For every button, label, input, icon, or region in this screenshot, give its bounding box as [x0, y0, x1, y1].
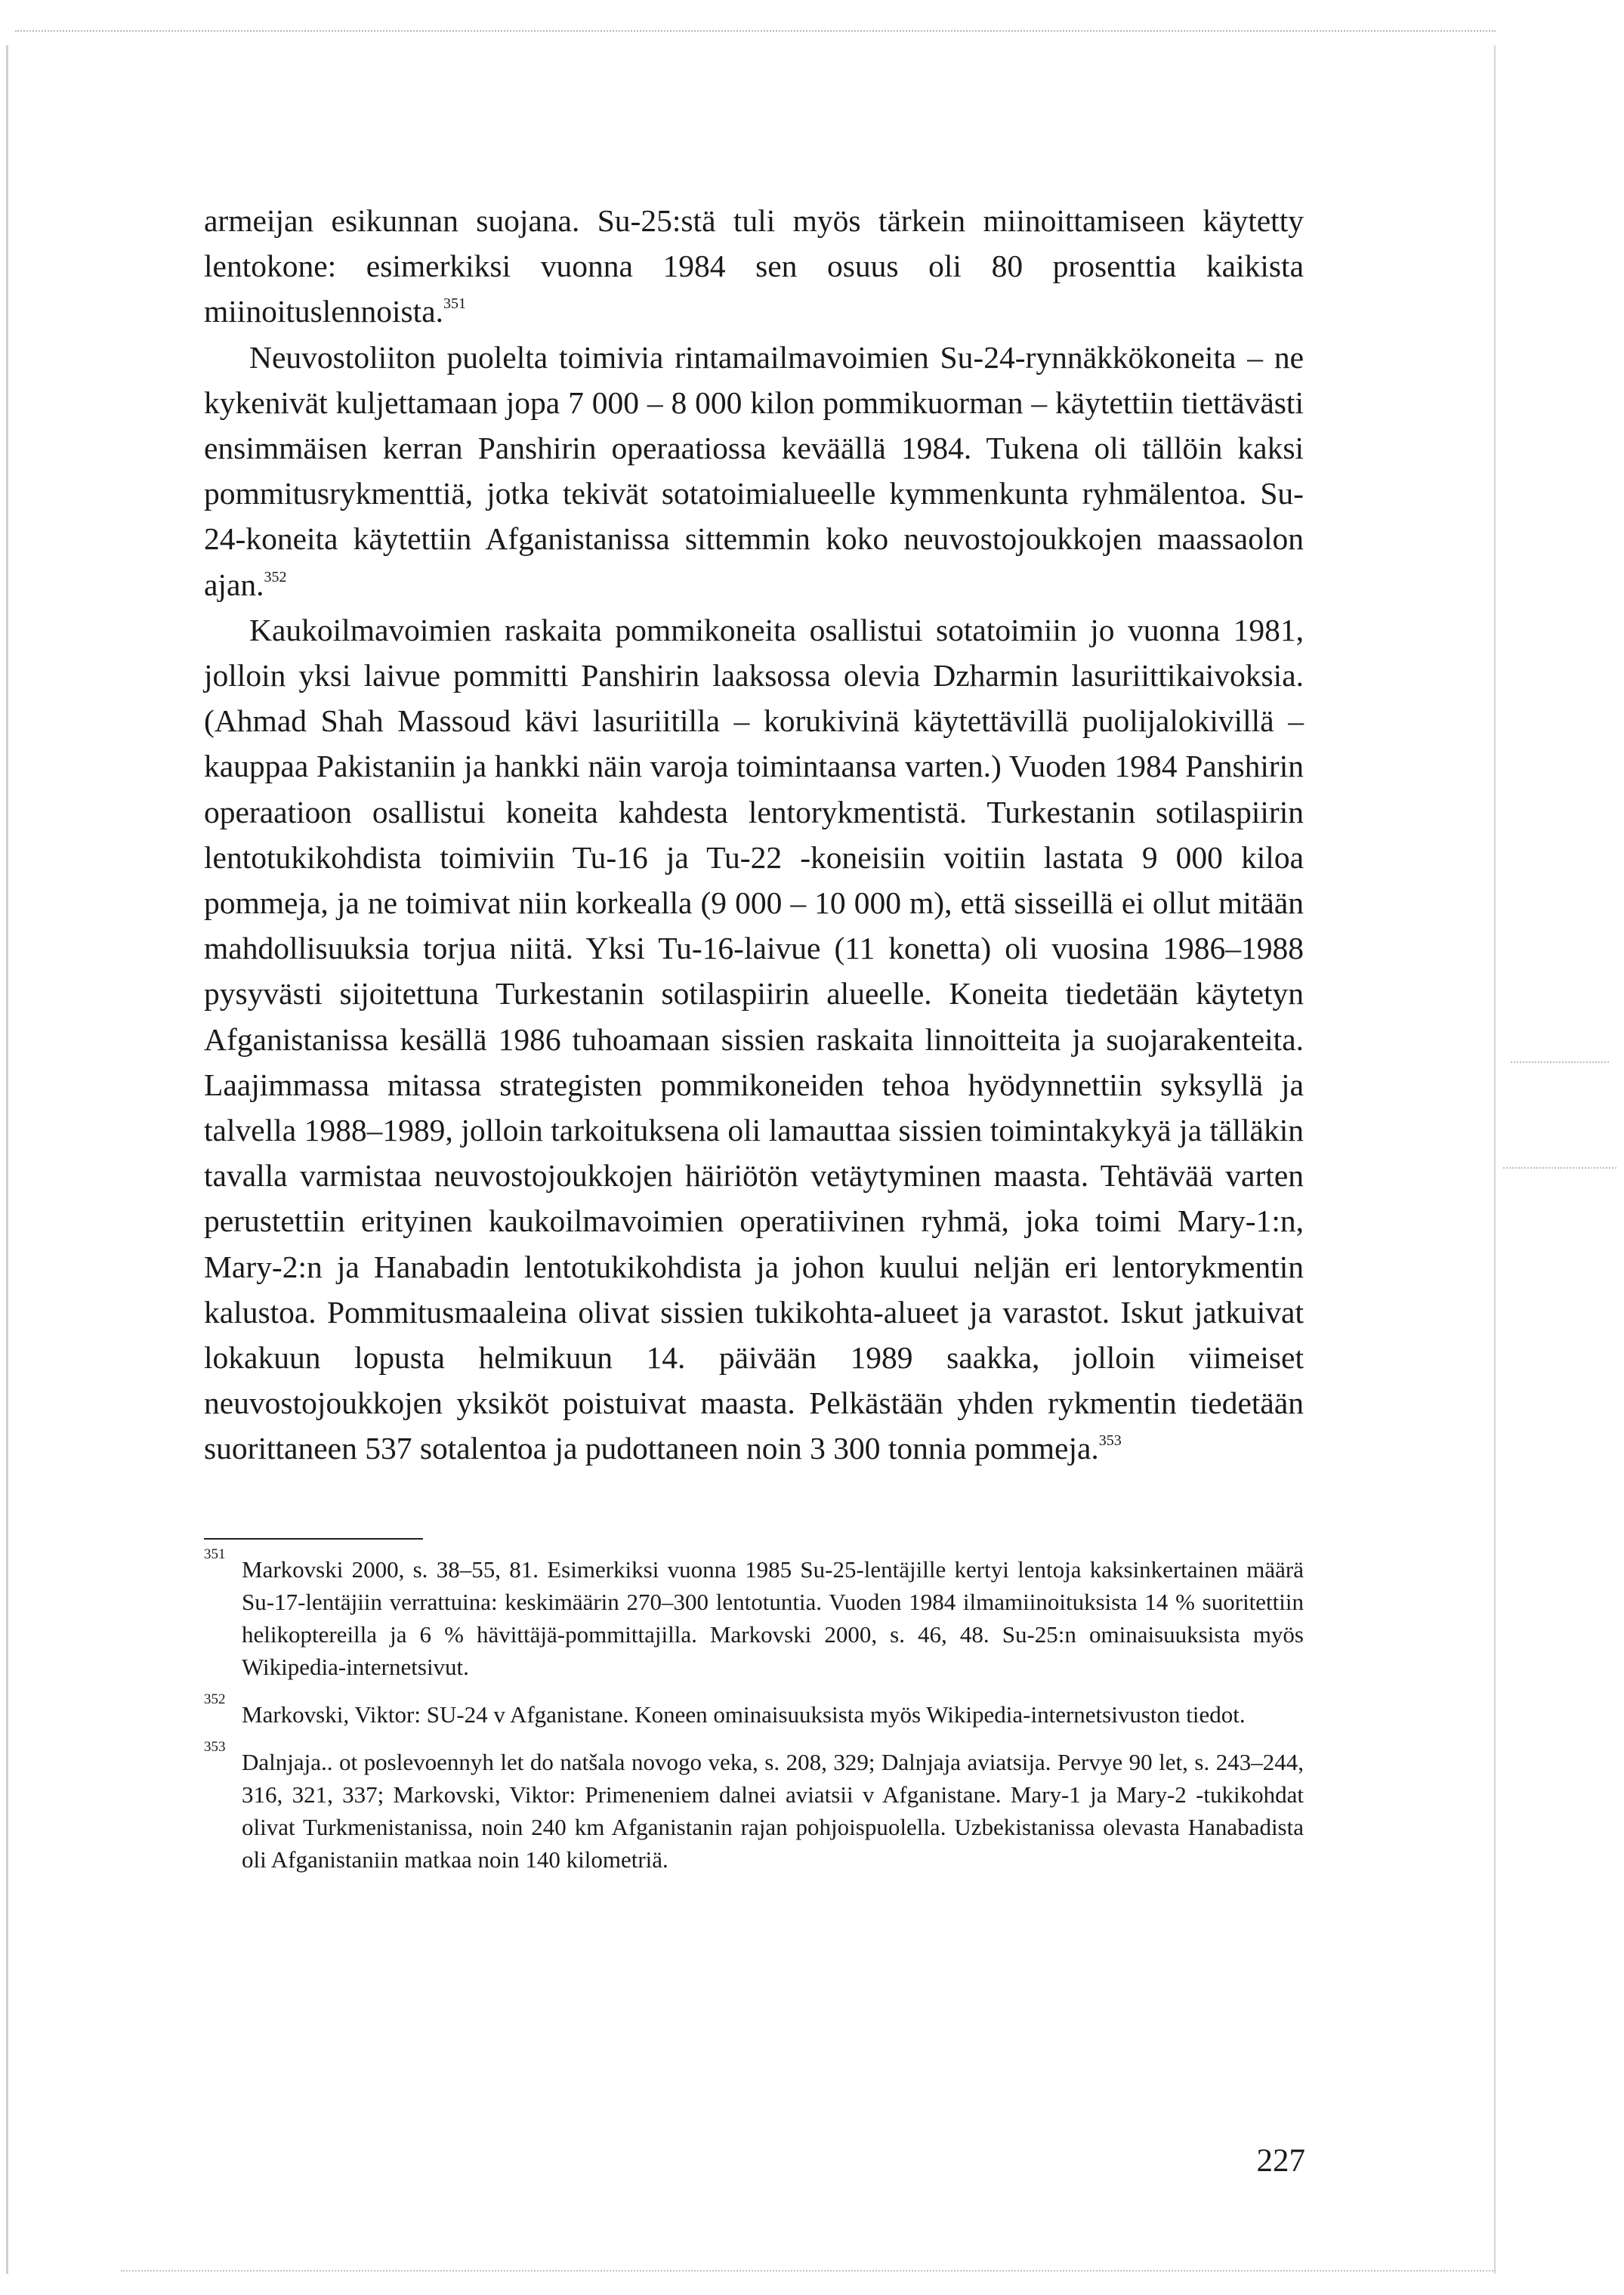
- paragraph: Kaukoilmavoimien raskaita pommikoneita osallistui sotatoimiin jo vuonna 1981, jolloin yksi laivue pommitti Panshirin laaksossa olevia Dzharmin lasuriittikaivoksia. (Ahmad Shah Massoud kävi lasuriitilla – korukivinä käytettävillä puolijalokivillä – kauppaa Pakistaniin ja hankki näin varoja toimintaansa varten.) Vuoden 1984 Panshirin operaatioon osallistui koneita kahdesta lentorykmentistä. Turkestanin sotilaspiirin lentotukikohdista toimiviin Tu-16 ja Tu-22 -koneisiin voitiin lastata 9 000 kiloa pommeja, ja ne toimivat niin korkealla (9 000 – 10 000 m), että sisseillä ei ollut mitään mahdollisuuksia torjua niitä. Yksi Tu-16-laivue (11 konetta) oli vuosina 1986–1988 pysyvästi sijoitettuna Turkestanin sotilaspiirin alueelle. Koneita tiedetään käytetyn Afganistanissa kesällä 1986 tuhoamaan sissien raskaita linnoitteita ja suojarakenteita. Laajimmassa mitassa strategisten pommikoneiden tehoa hyödynnettiin syksyllä ja talvella 1988–1989, jolloin tarkoituksena oli lamauttaa sissien toimintakykyä ja tälläkin tavalla varmistaa neuvostojoukkojen häiriötön vetäytyminen maasta. Tehtävää varten perustettiin erityinen kaukoilmavoimien operatiivinen ryhmä, joka toimi Mary-1:n, Mary-2:n ja Hanabadin lentotukikohdista ja johon kuului neljän eri lentorykmentin kalustoa. Pommitusmaaleina olivat sissien tukikohta-alueet ja varastot. Iskut jatkuivat lokakuun lopusta helmikuun 14. päivään 1989 saakka, jolloin viimeiset neuvostojoukkojen yksiköt poistuivat maasta. Pelkästään yhden rykmentin tiedetään suorittaneen 537 sotalentoa ja pudottaneen noin 3 300 tonnia pommeja.$^{353}$: [204, 612, 1304, 1466]
- footnote-text: Markovski 2000, s. 38–55, 81. Esimerkiksi vuonna 1985 Su-25-lentäjille kertyi lentoja kaksinkertainen määrä Su-17-lentäjiin verrattuina: keskimäärin 270–300 lentotuntia. Vuoden 1984 ilmamiinoituksista 14 % suoritettiin helikoptereilla ja 6 % hävittäjä-pommittajilla. Markovski 2000, s. 46, 48. Su-25:n ominaisuuksista myös Wikipedia-internetsivut.: [242, 1556, 1304, 1680]
- footnote-text: Markovski, Viktor: SU-24 v Afganistane. Koneen ominaisuuksista myös Wikipedia-internetsivuston tiedot.: [242, 1701, 1246, 1728]
- footnote-text: Dalnjaja.. ot poslevoennyh let do natšala novogo veka, s. 208, 329; Dalnjaja aviatsija. Pervye 90 let, s. 243–244, 316, 321, 337; Markovski, Viktor: Primeneniem dalnei aviatsii v Afganistane. Mary-1 ja Mary-2 -tukikohdat olivat Turkmenistanissa, noin 240 km Afganistanin rajan pohjoispuolella. Uzbekistanissa olevasta Hanabadista oli Afganistaniin matkaa noin 140 kilometriä.: [242, 1749, 1304, 1873]
- scan-edge-right: [1494, 45, 1496, 2274]
- scan-margin-mark: [1511, 1061, 1609, 1063]
- footnotes: [204, 1546, 1304, 1891]
- scan-margin-mark: [1503, 1167, 1616, 1169]
- footnote-number: 353: [204, 1739, 226, 1755]
- paragraph: Neuvostoliiton puolelta toimivia rintamailmavoimien Su-24-rynnäkkökoneita – ne kykenivät kuljettamaan jopa 7 000 – 8 000 kilon pommikuorman – käytettiin tiettävästi ensimmäisen kerran Panshirin operaatiossa keväällä 1984. Tukena oli tällöin kaksi pommitusrykmenttiä, jotka tekivät sotatoimialueelle kymmenkunta ryhmälentoa. Su-24-koneita käytettiin Afganistanissa sittemmin koko neuvostojoukkojen maassaolon ajan.$^{352}$: [204, 339, 1304, 602]
- footnote-reference: 352: [264, 568, 287, 585]
- footnote: [204, 1691, 1304, 1731]
- paragraph: armeijan esikunnan suojana. Su-25:stä tuli myös tärkein miinoittamiseen käytetty lentokone: esimerkiksi vuonna 1984 sen osuus oli 80 prosenttia kaikista miinoituslennoista.$^{351}$: [204, 203, 1304, 329]
- scan-edge-left: [6, 45, 8, 2274]
- main-text: [204, 198, 1304, 1472]
- scan-edge-bottom: [121, 2270, 1496, 2272]
- page-number: 227: [1256, 2143, 1305, 2179]
- footnote-reference: 353: [1098, 1432, 1122, 1450]
- footnote: [204, 1739, 1304, 1876]
- footnote: [204, 1546, 1304, 1683]
- footnote-number: 351: [204, 1546, 226, 1562]
- scan-edge-top: [15, 30, 1496, 32]
- footnote-reference: 351: [443, 295, 467, 313]
- footnote-separator: [204, 1538, 423, 1540]
- footnote-number: 352: [204, 1691, 226, 1707]
